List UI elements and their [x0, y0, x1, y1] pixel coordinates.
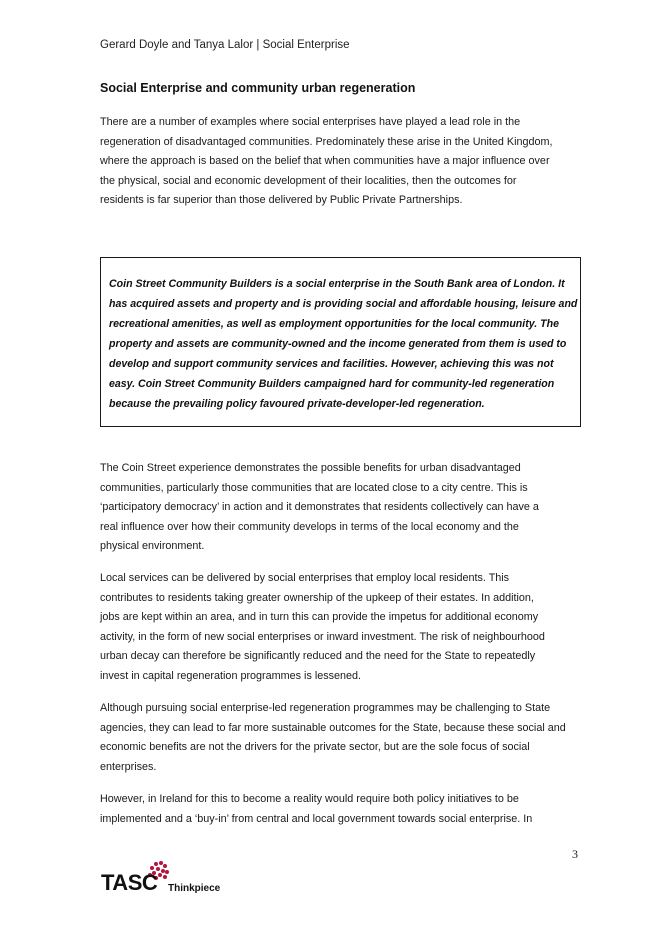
text-line: contributes to residents taking greater ownership of the upkeep of their estates. In addition,	[100, 591, 534, 604]
text-line: invest in capital regeneration programmes is lessened.	[100, 669, 362, 682]
page-number: 3	[572, 847, 578, 861]
running-header: Gerard Doyle and Tanya Lalor | Social Enterprise	[100, 39, 350, 51]
text-line: physical environment.	[100, 540, 205, 553]
callout-line: Coin Street Community Builders is a social enterprise in the South Bank area of London. It	[109, 278, 565, 290]
text-line: urban decay can therefore be significantly reduced and the need for the State to repeatedly	[100, 650, 536, 663]
text-line: economic benefits are not the drivers for the private sector, but are the sole focus of social	[100, 741, 530, 754]
logo-wordmark: TASC	[101, 870, 158, 895]
body-paragraph-4	[100, 790, 582, 829]
text-line: residents is far superior than those delivered by Public Private Partnerships.	[100, 194, 463, 207]
callout-line: property and assets are community-owned and the income generated from them is used to	[109, 338, 567, 350]
text-line: Local services can be delivered by social enterprises that employ local residents. This	[100, 572, 510, 584]
case-study-callout	[100, 257, 581, 427]
callout-line: easy. Coin Street Community Builders campaigned hard for community-led regeneration	[109, 378, 555, 390]
text-line: enterprises.	[100, 760, 157, 773]
text-line: real influence over how their community develops in terms of the local economy and the	[100, 520, 519, 533]
body-paragraph-1	[100, 459, 582, 557]
callout-line: develop and support community services and facilities. However, achieving this was not	[109, 358, 554, 370]
text-line: communities, particularly those communities that are located close to a city centre. This is	[100, 481, 528, 494]
body-paragraph-3	[100, 699, 582, 777]
text-line: ‘participatory democracy’ in action and it demonstrates that residents collectively can have a	[100, 501, 539, 514]
text-line: agencies, they can lead to far more sustainable outcomes for the State, because these social and	[100, 721, 566, 734]
text-line: implemented and a ‘buy-in’ from central and local government towards social enterprise. In	[100, 812, 533, 825]
text-line: jobs are kept within an area, and in turn this can provide the impetus for additional economy	[100, 611, 539, 624]
text-line: The Coin Street experience demonstrates the possible benefits for urban disadvantaged	[100, 462, 521, 474]
text-line: regeneration of disadvantaged communities. Predominately these arise in the United Kingdom,	[100, 135, 553, 148]
text-line: However, in Ireland for this to become a reality would require both policy initiatives to be	[100, 793, 519, 805]
section-heading: Social Enterprise and community urban regeneration	[100, 81, 416, 95]
callout-line: has acquired assets and property and is providing social and affordable housing, leisure and	[109, 298, 578, 310]
intro-paragraph	[100, 113, 582, 211]
text-line: Although pursuing social enterprise-led regeneration programmes may be challenging to State	[100, 702, 551, 714]
text-line: There are a number of examples where social enterprises have played a lead role in the	[100, 116, 521, 128]
body-paragraph-2	[100, 569, 582, 687]
text-line: activity, in the form of new social enterprises or inward investment. The risk of neighbourhood	[100, 630, 545, 643]
logo-tagline: Thinkpiece	[168, 883, 221, 894]
callout-line: because the prevailing policy favoured private-developer-led regeneration.	[109, 398, 485, 410]
text-line: the physical, social and economic development of their localities, then the outcomes for	[100, 174, 517, 187]
text-line: where the approach is based on the belief that when communities have a major influence over	[100, 155, 550, 168]
callout-line: recreational amenities, as well as employment opportunities for the local community. The	[109, 318, 559, 330]
